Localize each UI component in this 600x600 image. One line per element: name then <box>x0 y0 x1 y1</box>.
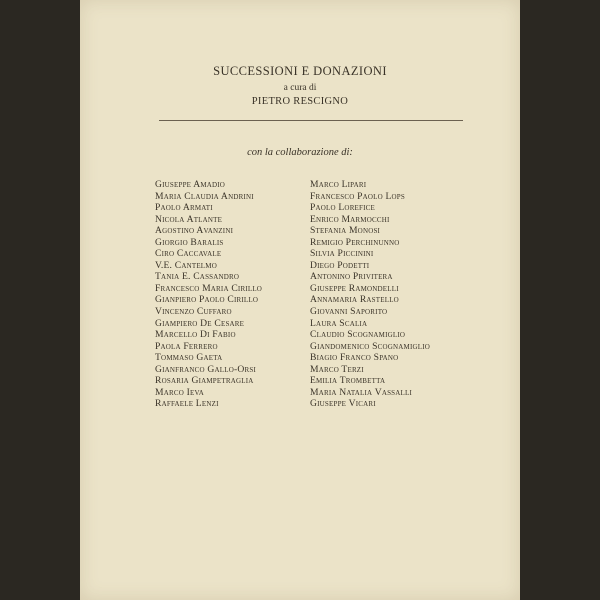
contributor-name: Tania E. Cassandro <box>155 271 240 283</box>
contributor-name: Tommaso Gaeta <box>155 352 223 364</box>
contributor-name: Giuseppe Amadio <box>155 179 226 190</box>
document-page <box>80 0 520 600</box>
contributor-name: Marco Ieva <box>155 386 205 398</box>
contributor-name: Claudio Scognamiglio <box>310 329 406 341</box>
book-title: SUCCESSIONI E DONAZIONI <box>213 64 387 78</box>
contributor-name: Giandomenico Scognamiglio <box>310 340 430 352</box>
contributor-name: V.E. Cantelmo <box>155 259 217 271</box>
contributor-name: Agostino Avanzini <box>155 225 234 237</box>
contributor-name: Paolo Lorefice <box>310 202 376 214</box>
contributor-name: Biagio Franco Spano <box>310 352 399 364</box>
contributor-name: Maria Claudia Andrini <box>155 190 254 202</box>
contributor-name: Silvia Piccinini <box>310 248 374 260</box>
contributor-name: Giuseppe Ramondelli <box>310 282 399 294</box>
contributor-name: Francesco Paolo Lops <box>310 190 405 202</box>
contributor-name: Gianpiero Paolo Cirillo <box>155 294 259 306</box>
contributor-name: Annamaria Rastello <box>310 294 399 306</box>
contributor-name: Gianfranco Gallo-Orsi <box>155 363 256 375</box>
contributors-left-column <box>155 179 262 410</box>
edited-by-label: a cura di <box>283 83 317 93</box>
contributor-name: Rosaria Giampetraglia <box>155 375 254 387</box>
collaboration-label: con la collaborazione di: <box>247 147 353 158</box>
contributor-name: Giampiero De Cesare <box>155 317 245 329</box>
contributor-name: Paolo Armati <box>155 202 213 214</box>
contributor-name: Marco Terzi <box>310 363 364 375</box>
contributor-name: Laura Scalia <box>310 317 368 329</box>
contributor-name: Raffaele Lenzi <box>155 398 219 410</box>
contributor-name: Francesco Maria Cirillo <box>155 282 263 294</box>
contributor-name: Giuseppe Vicari <box>310 398 376 410</box>
contributor-name: Antonino Privitera <box>310 271 393 283</box>
contributor-name: Giovanni Saporito <box>310 306 388 318</box>
contributor-name: Emilia Trombetta <box>310 375 386 387</box>
contributor-name: Marco Lipari <box>310 179 367 190</box>
contributor-name: Remigio Perchinunno <box>310 236 400 248</box>
contributor-name: Giorgio Baralis <box>155 236 224 248</box>
contributor-name: Maria Natalia Vassalli <box>310 386 413 398</box>
contributor-name: Stefania Monosi <box>310 225 381 237</box>
contributors-right-column <box>310 179 430 410</box>
contributor-name: Enrico Marmocchi <box>310 213 390 225</box>
contributor-name: Marcello Di Fabio <box>155 329 236 341</box>
contributor-name: Ciro Caccavale <box>155 248 222 260</box>
editor-name: PIETRO RESCIGNO <box>251 96 349 107</box>
contributor-name: Paola Ferrero <box>155 340 218 352</box>
contributor-name: Diego Podetti <box>310 259 370 271</box>
horizontal-rule <box>159 120 463 121</box>
contributor-name: Nicola Atlante <box>155 213 223 225</box>
contributor-name: Vincenzo Cuffaro <box>155 306 232 318</box>
